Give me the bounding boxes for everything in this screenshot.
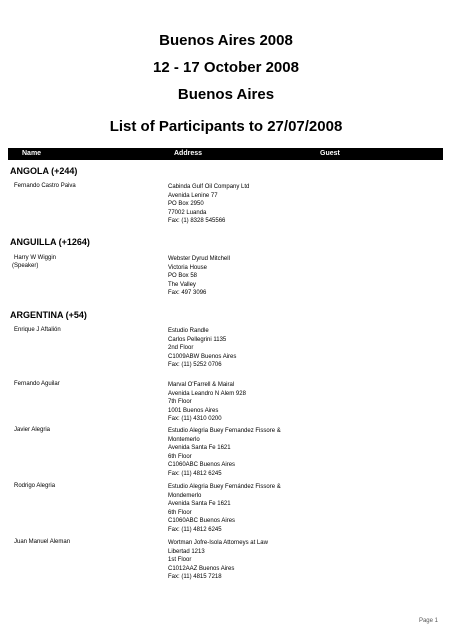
participant-address: Estudio Alegria Buey Fernandez Fissore & Montemerlo Avenida Santa Fe 1621 6th Floor C1060ABC Buenos Aires Fax: (11) 4812 6245 — [168, 428, 281, 477]
title-line-city: Buenos Aires — [177, 86, 275, 103]
title-line-dates: 12 - 17 October 2008 — [153, 59, 299, 76]
page-number: Page 1 — [418, 618, 438, 624]
table-header — [8, 148, 443, 160]
column-header-address: Address — [174, 150, 203, 157]
document-title — [0, 32, 452, 113]
participant-address: Wortman Jofre-Isola Attorneys at Law Libertad 1213 1st Floor C1012AAZ Buenos Aires Fax: (11) 4815 7218 — [168, 540, 268, 581]
participant-name: Enrique J Aftalión — [14, 327, 61, 333]
country-heading-anguilla: ANGUILLA (+1264) — [10, 237, 90, 247]
participant-address: Webster Dyrud Mitchell Victoria House PO Box 58 The Valley Fax: 497 3096 — [168, 256, 230, 297]
country-heading-argentina: ARGENTINA (+54) — [10, 310, 87, 320]
participant-role: (Speaker) — [12, 263, 39, 269]
participant-name: Fernando Aguilar — [14, 381, 60, 387]
column-header-guest: Guest — [320, 150, 340, 157]
column-header-name: Name — [22, 150, 42, 157]
participant-address: Estudio Alegria Buey Fernández Fissore & Mondemerlo Avenida Santa Fe 1621 6th Floor C1060ABC Buenos Aires Fax: (11) 4812 6245 — [168, 484, 281, 533]
title-line-event: Buenos Aires 2008 — [159, 32, 293, 49]
participant-name: Rodrigo Alegria — [14, 483, 56, 489]
participant-name: Fernando Castro Paiva — [14, 183, 76, 189]
participant-address: Estudio Randle Carlos Pellegrini 1135 2nd Floor C1009ABW Buenos Aires Fax: (11) 5252 0706 — [168, 328, 237, 369]
participant-address: Cabinda Gulf Oil Company Ltd Avenida Lenine 77 PO Box 2950 77002 Luanda Fax: (1) 8328 545566 — [168, 184, 250, 225]
country-heading-angola: ANGOLA (+244) — [10, 166, 78, 176]
participant-name: Javier Alegria — [14, 427, 51, 433]
participant-address: Marval O'Farrell & Mairal Avenida Leandro N Alem 928 7th Floor 1001 Buenos Aires Fax: (11) 4310 0200 — [168, 382, 246, 423]
participants-list-heading: List of Participants to 27/07/2008 — [109, 118, 343, 135]
participant-name: Juan Manuel Aleman — [14, 539, 71, 545]
participant-name: Harry W Wiggin (Speaker) — [12, 255, 57, 269]
